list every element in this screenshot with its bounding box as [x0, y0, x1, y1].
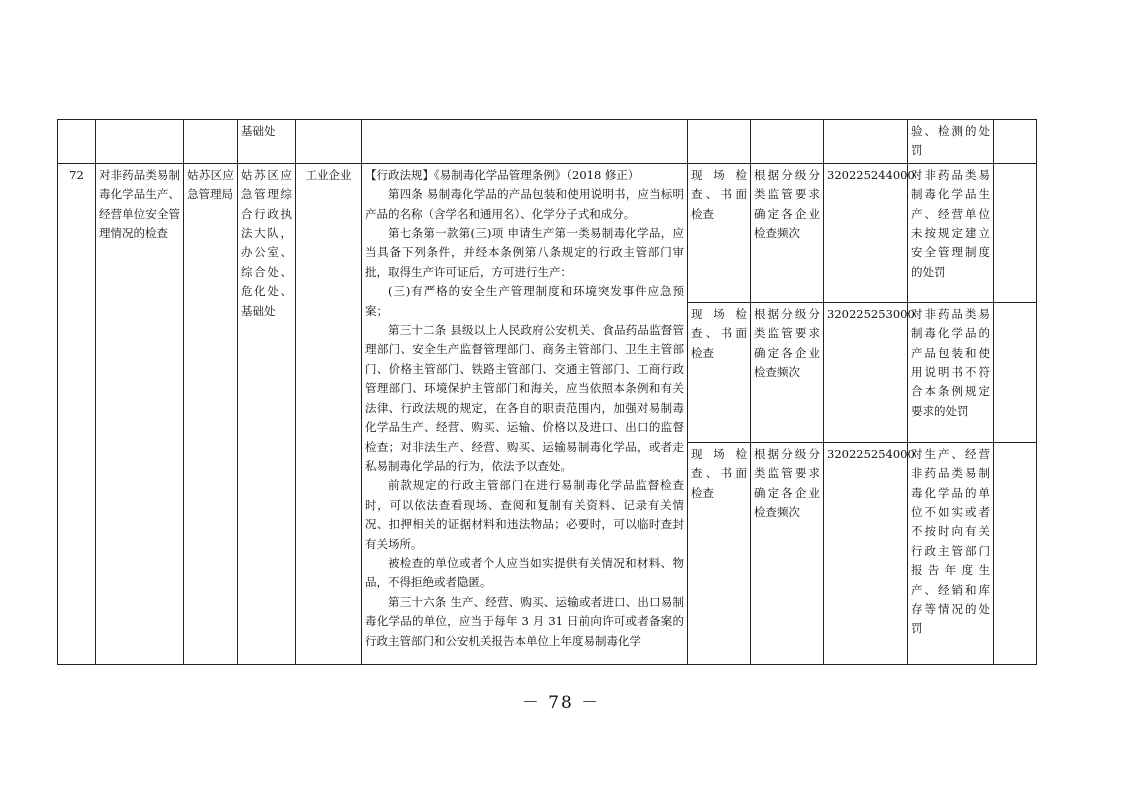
sub-code: 320225244000	[824, 163, 908, 302]
item-dept: 姑苏区应急管理综合行政执法大队，办公室、综合处、危化处、基础处	[238, 163, 296, 664]
basis-paragraph: 第三十二条 县级以上人民政府公安机关、食品药品监督管理部门、安全生产监督管理部门、商务主管部门、卫生主管部门、价格主管部门、铁路主管部门、交通主管部门、工商行政管理部门、环境保护主管部门和海关，应当依照本条例和有关法律、行政法规的规定，在各自的职责范围内，加强对易制毒化学品生产、经营、购买、运输、价格以及进口、出口的监督检查；对非法生产、经营、购买、运输易制毒化学品，或者走私易制毒化学品的行为，依法予以查处。	[365, 323, 684, 473]
cell-target	[296, 120, 362, 164]
cell-code	[824, 120, 908, 164]
sub-result: 对非药品类易制毒化学品的产品包装和使用说明书不符合本条例规定要求的处罚	[908, 302, 994, 442]
table-row	[58, 163, 1037, 302]
sub-note	[994, 163, 1037, 302]
sub-code: 320225253000	[824, 302, 908, 442]
sub-frequency: 根据分级分类监管要求确定各企业检查频次	[751, 442, 824, 664]
item-name: 对非药品类易制毒化学品生产、经营单位安全管理情况的检查	[96, 163, 184, 664]
item-agency: 姑苏区应急管理局	[184, 163, 238, 664]
basis-paragraph: 第七条第一款第(三)项 申请生产第一类易制毒化学品，应当具备下列条件，并经本条例第八条规定的行政主管部门审批，取得生产许可证后，方可进行生产：	[365, 226, 684, 279]
page-number: － 78 －	[521, 693, 601, 713]
item-legal-basis	[362, 163, 688, 664]
item-target: 工业企业	[296, 163, 362, 664]
continuation-row	[58, 120, 1037, 164]
basis-paragraph: 第三十六条 生产、经营、购买、运输或者进口、出口易制毒化学品的单位，应当于每年 3 月 31 日前向许可或者备案的行政主管部门和公安机关报告本单位上年度易制毒化学	[365, 594, 684, 648]
sub-result: 对非药品类易制毒化学品生产、经营单位未按规定建立安全管理制度的处罚	[908, 163, 994, 302]
cell-basis	[362, 120, 688, 164]
cell-result: 验、检测的处罚	[908, 120, 994, 164]
sub-note	[994, 442, 1037, 664]
sub-frequency: 根据分级分类监管要求确定各企业检查频次	[751, 302, 824, 442]
cell-number	[58, 120, 96, 164]
sub-result: 对生产、经营非药品类易制毒化学品的单位不如实或者不按时向有关行政主管部门报告年度生产、经销和库存等情况的处罚	[908, 442, 994, 664]
basis-paragraph: (三)有严格的安全生产管理制度和环境突发事件应急预案；	[365, 284, 684, 318]
cell-frequency	[751, 120, 824, 164]
inspection-table	[57, 119, 1037, 665]
sub-method: 现场检查、书面检查	[688, 163, 751, 302]
cell-method	[688, 120, 751, 164]
item-number: 72	[58, 163, 96, 664]
cell-item-name	[96, 120, 184, 164]
basis-paragraph: 第四条 易制毒化学品的产品包装和使用说明书，应当标明产品的名称（含学名和通用名）、化学分子式和成分。	[365, 187, 684, 221]
sub-method: 现场检查、书面检查	[688, 442, 751, 664]
basis-paragraph: 前款规定的行政主管部门在进行易制毒化学品监督检查时，可以依法查看现场、查阅和复制有关资料、记录有关情况、扣押相关的证据材料和违法物品；必要时，可以临时查封有关场所。	[365, 478, 684, 551]
sub-method: 现场检查、书面检查	[688, 302, 751, 442]
cell-agency	[184, 120, 238, 164]
basis-paragraph: 【行政法规】《易制毒化学品管理条例》（2018 修正）	[365, 167, 640, 182]
cell-note	[994, 120, 1037, 164]
sub-code: 320225254000	[824, 442, 908, 664]
basis-paragraph: 被检查的单位或者个人应当如实提供有关情况和材料、物品，不得拒绝或者隐匿。	[365, 555, 684, 590]
sub-frequency: 根据分级分类监管要求确定各企业检查频次	[751, 163, 824, 302]
cell-dept: 基础处	[238, 120, 296, 164]
sub-note	[994, 302, 1037, 442]
